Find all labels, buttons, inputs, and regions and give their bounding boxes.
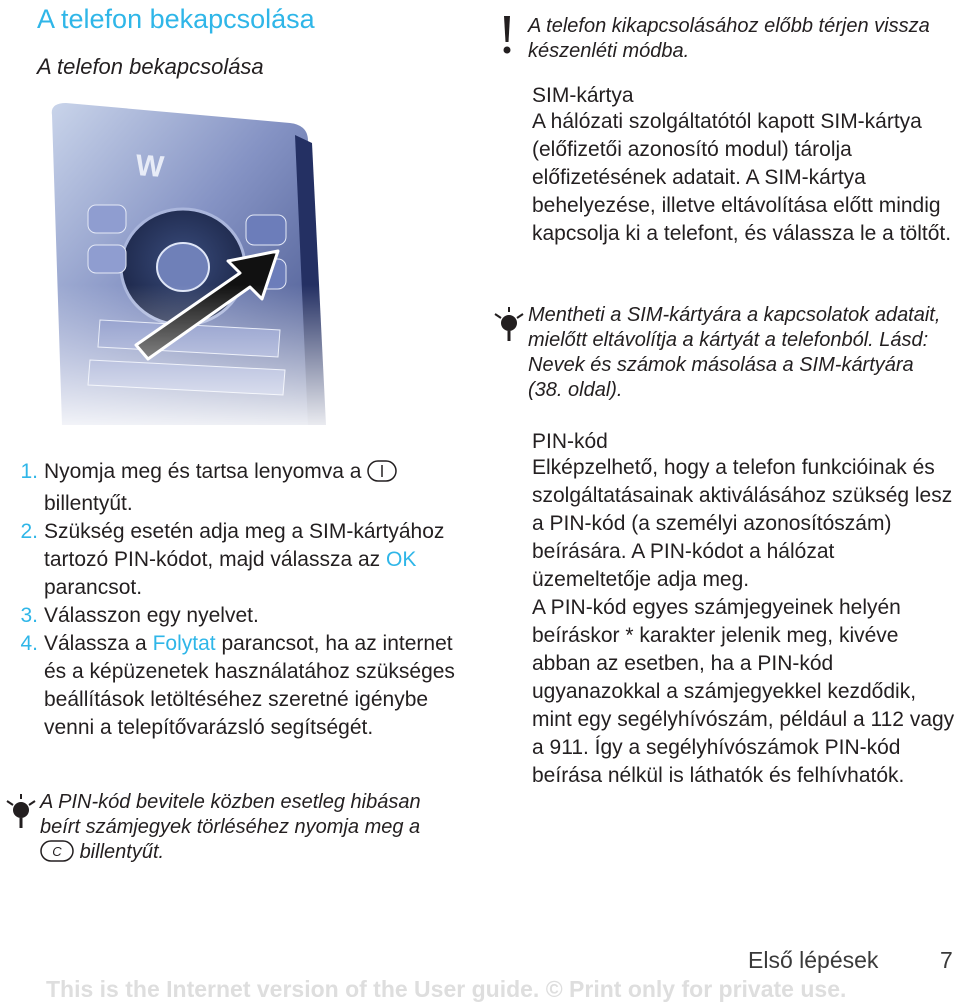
pin-code-text-1: Elképzelhető, hogy a telefon funkcióinak és szolgáltatásainak aktiválásához szükség lesz a PIN-kód (a személyi azonosítószám) beírására. A PIN-kódot a hálózat üzemeltetője adja meg. [532, 456, 953, 591]
step-text: Válassza a [44, 632, 147, 655]
c-key-icon [40, 840, 74, 869]
tip-bulb-icon [492, 303, 528, 403]
step-text: Szükség esetén adja meg a SIM-kártyához tartozó PIN-kódot, majd válassza az [44, 520, 445, 571]
pin-code-heading: PIN-kód [532, 430, 608, 453]
sim-card-section [532, 84, 952, 248]
ok-command: OK [386, 548, 417, 571]
tip-pin-correction [4, 790, 444, 869]
pin-code-section [532, 430, 957, 790]
sim-card-text: A hálózati szolgáltatótól kapott SIM-kártya (előfizetői azonosító modul) tárolja előfizetésének adatait. A SIM-kártya behelyezése, illetve eltávolítása előtt mindig kapcsolja ki a telefont, és válassza le a töltőt. [532, 110, 952, 245]
step-1 [12, 458, 462, 518]
step-4 [12, 630, 462, 742]
step-number: 2. [20, 520, 38, 543]
tip-text: A PIN-kód bevitele közben esetleg hibásan beírt számjegyek törléséhez nyomja meg a [40, 791, 421, 838]
step-2 [12, 518, 462, 602]
step-number: 1. [20, 460, 38, 483]
tip-sim-text: Mentheti a SIM-kártyára a kapcsolatok adatait, mielőtt eltávolítja a kártyát a telefonból. Lásd: Nevek és számok másolása a SIM-kártyára (38. oldal). [528, 304, 941, 401]
step-text-end: parancsot. [44, 576, 143, 599]
section-subtitle: A telefon bekapcsolása [37, 54, 264, 79]
footer-disclaimer: This is the Internet version of the User guide. © Print only for private use. [46, 976, 847, 1002]
phone-illustration [40, 95, 330, 440]
step-number: 4. [20, 632, 38, 655]
tip-text-end: billentyűt. [79, 841, 165, 863]
page-title: A telefon bekapcsolása [37, 4, 315, 34]
warning-note [492, 14, 952, 64]
footer-section-name: Első lépések [748, 947, 879, 973]
step-number: 3. [20, 604, 38, 627]
sim-card-heading: SIM-kártya [532, 84, 634, 107]
warning-icon [492, 14, 528, 64]
pin-code-text-2: A PIN-kód egyes számjegyeinek helyén beíráskor * karakter jelenik meg, kivéve abban az esetben, ha a PIN-kód ugyanazokkal a számjegyekkel kezdődik, mint egy segélyhívószám, például a 112 vagy a 911. Így a segélyhívószámok PIN-kód beírása nélkül is láthatók és felhívhatók. [532, 596, 955, 787]
step-text: Nyomja meg és tartsa lenyomva a [44, 460, 362, 483]
step-text-end: parancsot, ha az internet és a képüzenetek használatához szükséges beállítások letöltéséhez szeretné igénybe venni a telepítővarázsló segítségét. [44, 632, 455, 739]
page-number: 7 [940, 947, 953, 973]
steps-list [12, 458, 462, 742]
continue-command: Folytat [152, 632, 216, 655]
warning-text: A telefon kikapcsolásához előbb térjen vissza készenléti módba. [528, 15, 930, 62]
tip-sim-contacts [492, 303, 952, 403]
step-text: Válasszon egy nyelvet. [44, 604, 259, 627]
tip-bulb-icon [4, 790, 40, 869]
c-key-label: C [52, 844, 62, 859]
power-key-icon [367, 460, 397, 490]
step-text-end: billentyűt. [44, 492, 133, 515]
step-3 [12, 602, 462, 630]
